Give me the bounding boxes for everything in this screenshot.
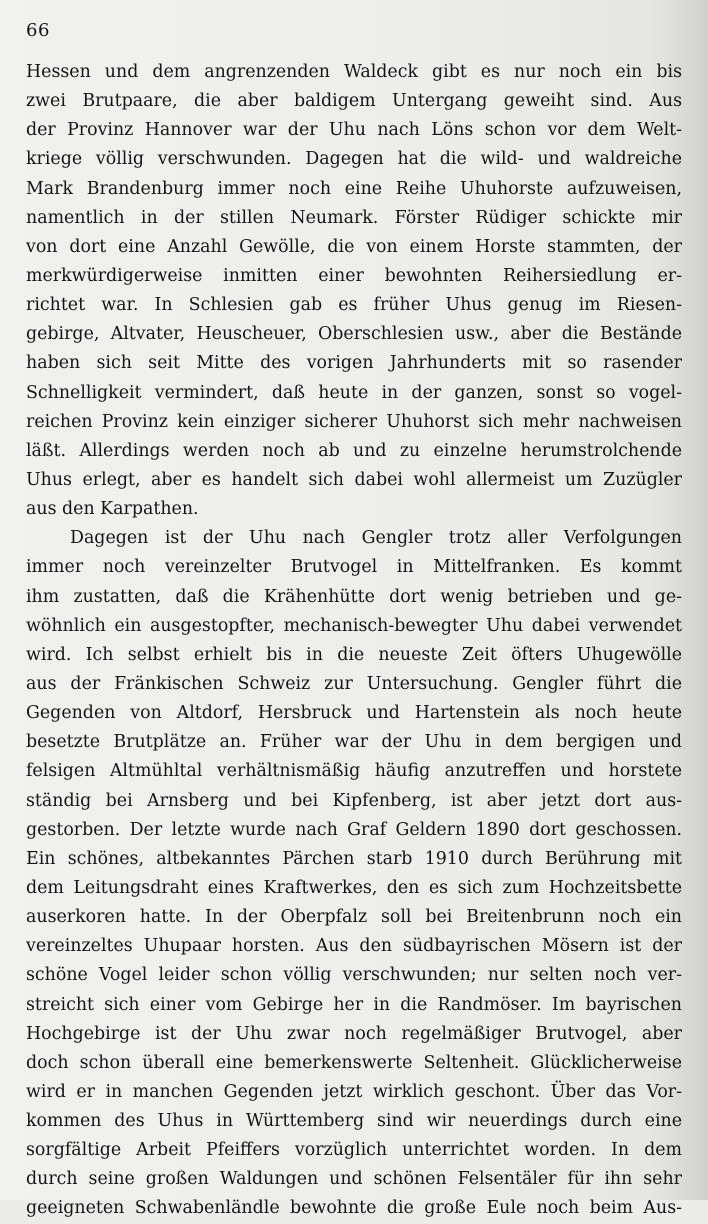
text-line: reichen Provinz kein einziger sicherer Uhuhorst sich mehr nachweisen — [26, 411, 682, 432]
text-line: doch schon überall eine bemerkenswerte Seltenheit. Glücklicherweise — [26, 1052, 682, 1073]
text-line: zwei Brutpaare, die aber baldigem Untergang geweiht sind. Aus — [26, 91, 682, 112]
text-line: ihm zustatten, daß die Krähenhütte dort wenig betrieben und ge- — [26, 586, 682, 607]
paragraph-2 — [26, 524, 682, 1223]
text-line: dem Leitungsdraht eines Kraftwerkes, den es sich zum Hochzeitsbette — [26, 877, 682, 898]
text-line: richtet war. In Schlesien gab es früher Uhus genug im Riesen- — [26, 295, 682, 316]
text-line: Ein schönes, altbekanntes Pärchen starb 1910 durch Berührung mit — [26, 848, 682, 869]
text-line: streicht sich einer vom Gebirge her in die Randmöser. Im bayrischen — [26, 994, 682, 1015]
body-text — [26, 58, 682, 1224]
text-line: Dagegen ist der Uhu nach Gengler trotz aller Verfolgungen — [70, 528, 682, 549]
text-line: wird. Ich selbst erhielt bis in die neueste Zeit öfters Uhugewölle — [26, 644, 682, 665]
page-number: 66 — [26, 20, 50, 41]
text-line: aus der Fränkischen Schweiz zur Untersuchung. Gengler führt die — [26, 673, 682, 694]
text-line: auserkoren hatte. In der Oberpfalz soll bei Breitenbrunn noch ein — [26, 907, 682, 928]
text-line: schöne Vogel leider schon völlig verschwunden; nur selten noch ver- — [26, 965, 682, 986]
text-line: geeigneten Schwabenländle bewohnte die große Eule noch beim Aus- — [26, 1198, 682, 1219]
text-line: gestorben. Der letzte wurde nach Graf Geldern 1890 dort geschossen. — [26, 819, 682, 840]
text-line: aus den Karpathen. — [26, 499, 199, 520]
text-line: sorgfältige Arbeit Pfeiffers vorzüglich unterrichtet worden. In dem — [26, 1140, 682, 1161]
text-line: Hochgebirge ist der Uhu zwar noch regelmäßiger Brutvogel, aber — [26, 1023, 682, 1044]
text-line: kommen des Uhus in Württemberg sind wir neuerdings durch eine — [26, 1111, 682, 1132]
paragraph-1 — [26, 58, 682, 524]
text-line: läßt. Allerdings werden noch ab und zu einzelne herumstrolchende — [26, 440, 682, 461]
text-line: Mark Brandenburg immer noch eine Reihe Uhuhorste aufzuweisen, — [26, 178, 682, 199]
text-line: haben sich seit Mitte des vorigen Jahrhunderts mit so rasender — [26, 353, 682, 374]
text-line: durch seine großen Waldungen und schönen Felsentäler für ihn sehr — [26, 1169, 682, 1190]
text-line: von dort eine Anzahl Gewölle, die von einem Horste stammten, der — [26, 236, 682, 257]
text-line: Hessen und dem angrenzenden Waldeck gibt es nur noch ein bis — [26, 62, 682, 82]
text-line: wird er in manchen Gegenden jetzt wirklich geschont. Über das Vor- — [26, 1081, 682, 1102]
text-line: namentlich in der stillen Neumark. Förster Rüdiger schickte mir — [26, 207, 682, 228]
text-line: wöhnlich ein ausgestopfter, mechanisch-bewegter Uhu dabei verwendet — [26, 615, 682, 636]
text-line: merkwürdigerweise inmitten einer bewohnten Reihersiedlung er- — [26, 265, 682, 286]
text-line: Schnelligkeit vermindert, daß heute in der ganzen, sonst so vogel- — [26, 382, 682, 403]
text-line: Gegenden von Altdorf, Hersbruck und Hartenstein als noch heute — [26, 703, 682, 724]
text-line: ständig bei Arnsberg und bei Kipfenberg, ist aber jetzt dort aus- — [26, 790, 682, 811]
text-line: gebirge, Altvater, Heuscheuer, Oberschlesien usw., aber die Bestände — [26, 324, 682, 345]
text-line: kriege völlig verschwunden. Dagegen hat die wild- und waldreiche — [26, 149, 682, 170]
text-line: immer noch vereinzelter Brutvogel in Mittelfranken. Es kommt — [26, 557, 682, 578]
text-line: der Provinz Hannover war der Uhu nach Löns schon vor dem Welt- — [26, 120, 682, 141]
text-line: vereinzeltes Uhupaar horsten. Aus den südbayrischen Mösern ist der — [26, 936, 682, 957]
text-line: besetzte Brutplätze an. Früher war der Uhu in dem bergigen und — [26, 732, 682, 753]
text-line: Uhus erlegt, aber es handelt sich dabei wohl allermeist um Zuzügler — [26, 469, 682, 490]
text-line: felsigen Altmühltal verhältnismäßig häufig anzutreffen und horstete — [26, 761, 682, 782]
